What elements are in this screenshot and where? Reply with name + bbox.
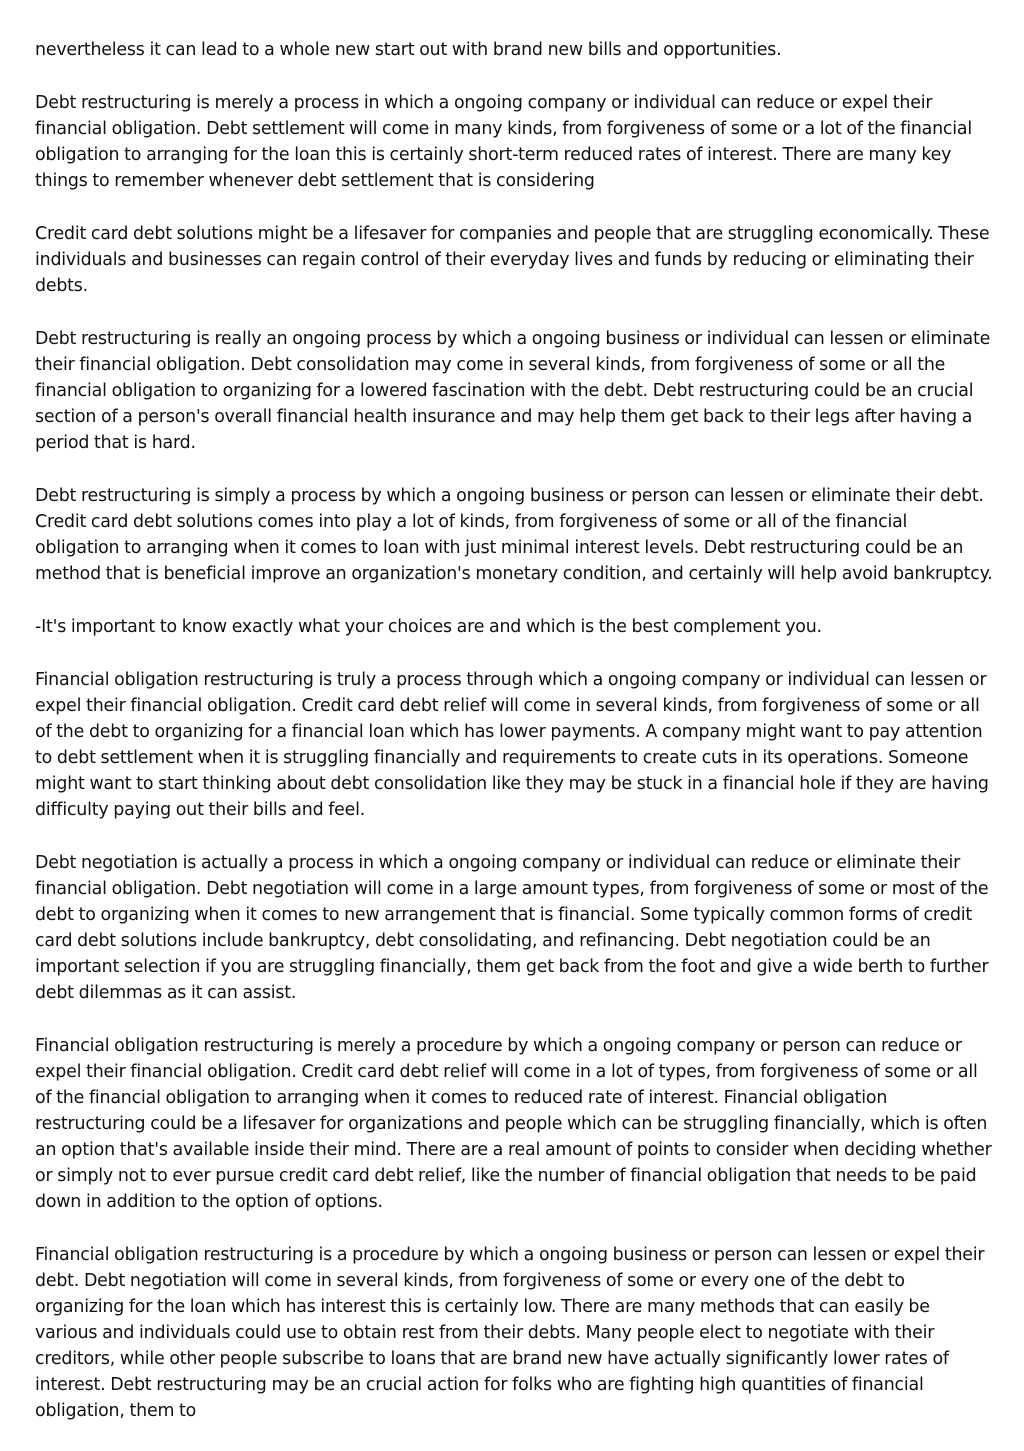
paragraph-10: Financial obligation restructuring is a procedure by which a ongoing business or person can lessen or expel their debt. Debt negotiation will come in several kinds, from forgiveness of some or every one of the debt to organizing for the loan which has interest this is certainly low. There are many methods that can easily be various and individuals could use to obtain rest from their debts. Many people elect to negotiate with their creditors, while other people subscribe to loans that are brand new have actually significantly lower rates of interest. Debt restructuring may be an crucial action for folks who are fighting high quantities of financial obligation, them to: [35, 1245, 985, 1421]
paragraph-6: -It's important to know exactly what your choices are and which is the best complement you.: [35, 617, 822, 637]
paragraph-3: Credit card debt solutions might be a lifesaver for companies and people that are struggling economically. These individuals and businesses can regain control of their everyday lives and funds by reducing or eliminating their debts.: [35, 224, 990, 296]
paragraph-1: nevertheless it can lead to a whole new start out with brand new bills and opportunities.: [35, 40, 782, 60]
paragraph-8: Debt negotiation is actually a process in which a ongoing company or individual can reduce or eliminate their financial obligation. Debt negotiation will come in a large amount types, from forgiveness of some or most of the debt to organizing when it comes to new arrangement that is financial. Some typically common forms of credit card debt solutions include bankruptcy, debt consolidating, and refinancing. Debt negotiation could be an important selection if you are struggling financially, them get back from the foot and give a wide berth to further debt dilemmas as it can assist.: [35, 853, 989, 1003]
paragraph-9: Financial obligation restructuring is merely a procedure by which a ongoing company or person can reduce or expel their financial obligation. Credit card debt relief will come in a lot of types, from forgiveness of some or all of the financial obligation to arranging when it comes to reduced rate of interest. Financial obligation restructuring could be a lifesaver for organizations and people which can be struggling financially, which is often an option that's available inside their mind. There are a real amount of points to consider when deciding whether or simply not to ever pursue credit card debt relief, like the number of financial obligation that needs to be paid down in addition to the option of options.: [35, 1036, 992, 1212]
paragraph-7: Financial obligation restructuring is truly a process through which a ongoing company or individual can lessen or expel their financial obligation. Credit card debt relief will come in several kinds, from forgiveness of some or all of the debt to organizing for a financial loan which has lower payments. A company might want to pay attention to debt settlement when it is struggling financially and requirements to create cuts in its operations. Someone might want to start thinking about debt consolidation like they may be stuck in a financial hole if they are having difficulty paying out their bills and feel.: [35, 670, 989, 820]
document-body: [35, 37, 995, 1451]
paragraph-2: Debt restructuring is merely a process in which a ongoing company or individual can reduce or expel their financial obligation. Debt settlement will come in many kinds, from forgiveness of some or a lot of the financial obligation to arranging for the loan this is certainly short-term reduced rates of interest. There are many key things to remember whenever debt settlement that is considering: [35, 93, 973, 191]
paragraph-5: Debt restructuring is simply a process by which a ongoing business or person can lessen or eliminate their debt. Credit card debt solutions comes into play a lot of kinds, from forgiveness of some or all of the financial obligation to arranging when it comes to loan with just minimal interest levels. Debt restructuring could be an method that is beneficial improve an organization's monetary condition, and certainly will help avoid bankruptcy.: [35, 486, 993, 584]
paragraph-4: Debt restructuring is really an ongoing process by which a ongoing business or individual can lessen or eliminate their financial obligation. Debt consolidation may come in several kinds, from forgiveness of some or all the financial obligation to organizing for a lowered fascination with the debt. Debt restructuring could be an crucial section of a person's overall financial health insurance and may help them get back to their legs after having a period that is hard.: [35, 329, 991, 453]
